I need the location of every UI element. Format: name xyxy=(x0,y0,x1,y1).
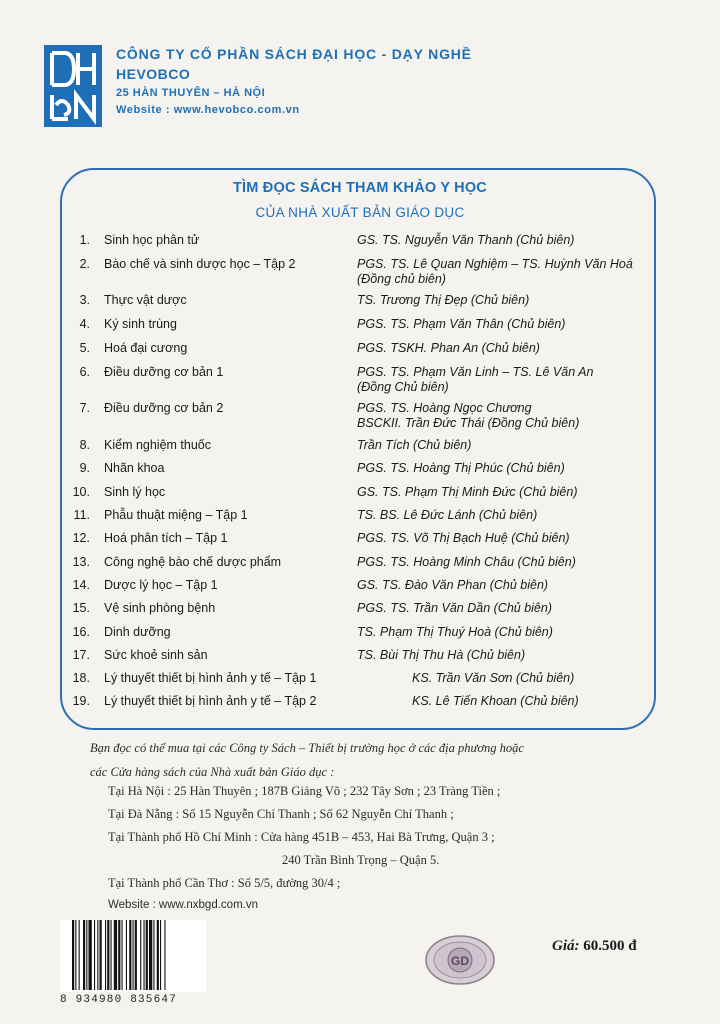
barcode-bar xyxy=(122,920,123,990)
barcode-bar xyxy=(157,920,159,990)
book-author-line: KS. Lê Tiến Khoan (Chủ biên) xyxy=(412,694,579,708)
book-author-line: TS. Bùi Thị Thu Hà (Chủ biên) xyxy=(357,648,526,662)
barcode-bar xyxy=(144,920,145,990)
book-author xyxy=(357,461,565,476)
book-author xyxy=(357,555,576,570)
book-author-line: GS. TS. Nguyễn Văn Thanh (Chủ biên) xyxy=(357,233,575,247)
info-cantho: Tại Thành phố Cần Thơ : Số 5/5, đường 30/4 ; xyxy=(108,876,341,890)
book-title: Sức khoẻ sinh sản xyxy=(104,648,208,662)
book-title: Phẫu thuật miệng – Tập 1 xyxy=(104,508,248,522)
company-address: 25 HÀN THUYÊN – HÀ NỘI xyxy=(116,87,266,99)
book-title: Hoá đại cương xyxy=(104,341,188,355)
barcode-bar xyxy=(86,920,87,990)
barcode-digits: 8 934980 835647 xyxy=(60,994,178,1006)
barcode-bar xyxy=(118,920,120,990)
info-website: Website : www.nxbgd.com.vn xyxy=(108,899,258,911)
barcode-bar xyxy=(79,920,80,990)
barcode-bar xyxy=(97,920,98,990)
barcode-bar xyxy=(105,920,106,990)
book-author-line-2: BSCKII. Trần Đức Thái (Đồng Chủ biên) xyxy=(357,416,580,430)
book-number: 5. xyxy=(79,341,90,355)
book-number: 14. xyxy=(72,578,90,592)
book-number: 3. xyxy=(79,293,90,307)
book-author-line-2: (Đồng chủ biên) xyxy=(357,272,446,286)
book-author-line: GS. TS. Đào Văn Phan (Chủ biên) xyxy=(357,578,549,592)
book-author xyxy=(357,485,578,500)
book-author xyxy=(412,694,579,709)
barcode-bar xyxy=(153,920,154,990)
book-number: 12. xyxy=(72,531,90,545)
book-author xyxy=(357,508,537,523)
book-author-line: PGS. TS. Trần Văn Dần (Chủ biên) xyxy=(357,601,552,615)
barcode-bar xyxy=(129,920,131,990)
barcode-bar xyxy=(149,920,152,990)
book-author-line: GS. TS. Phạm Thị Minh Đức (Chủ biên) xyxy=(357,485,578,499)
book-number: 1. xyxy=(79,233,90,247)
book-title: Dinh dưỡng xyxy=(104,625,171,639)
info-hcm-2: 240 Trần Bình Trọng – Quận 5. xyxy=(282,853,440,867)
price xyxy=(552,938,637,955)
book-number: 10. xyxy=(72,485,90,499)
book-title: Bào chế và sinh dược học – Tập 2 xyxy=(104,257,296,271)
book-number: 18. xyxy=(72,671,90,685)
book-author xyxy=(357,531,570,546)
book-title: Điều dưỡng cơ bản 2 xyxy=(104,401,224,415)
book-title: Hoá phân tích – Tập 1 xyxy=(104,531,228,545)
book-author-line: PGS. TS. Võ Thị Bạch Huệ (Chủ biên) xyxy=(357,531,570,545)
book-number: 8. xyxy=(79,438,90,452)
info-hanoi: Tại Hà Nội : 25 Hàn Thuyên ; 187B Giảng Võ ; 232 Tây Sơn ; 23 Tràng Tiền ; xyxy=(108,784,501,798)
company-header xyxy=(116,46,472,116)
company-short-name: HEVOBCO xyxy=(116,66,191,82)
book-number: 9. xyxy=(79,461,90,475)
hologram-stamp xyxy=(424,934,496,986)
book-title: Nhãn khoa xyxy=(104,461,165,475)
book-number: 2. xyxy=(79,257,90,271)
book-author-line: PGS. TS. Hoàng Ngọc Chương xyxy=(357,401,532,415)
barcode-bar xyxy=(140,920,141,990)
book-number: 17. xyxy=(72,648,90,662)
book-author xyxy=(357,438,471,453)
book-title: Lý thuyết thiết bị hình ảnh y tế – Tập 1 xyxy=(104,671,317,685)
book-author xyxy=(357,341,540,356)
book-author-line: PGS. TS. Phạm Văn Linh – TS. Lê Văn An xyxy=(357,365,594,379)
book-number: 13. xyxy=(72,555,90,569)
info-danang: Tại Đà Nẵng : Số 15 Nguyễn Chí Thanh ; Số 62 Nguyễn Chí Thanh ; xyxy=(108,807,454,821)
barcode-bar xyxy=(146,920,148,990)
company-website: Website : www.hevobco.com.vn xyxy=(116,104,300,116)
book-title: Sinh lý học xyxy=(104,485,166,499)
book-author-line: TS. BS. Lê Đức Lánh (Chủ biên) xyxy=(357,508,538,522)
barcode-bar xyxy=(111,920,112,990)
book-number: 7. xyxy=(79,401,90,415)
book-title: Ký sinh trùng xyxy=(104,317,177,331)
barcode-bar xyxy=(114,920,117,990)
barcode-bar xyxy=(94,920,95,990)
book-author xyxy=(357,317,565,332)
info-intro-line-1: Bạn đọc có thể mua tại các Công ty Sách – Thiết bị trường học ở các địa phương hoặc xyxy=(90,741,524,755)
book-author-line: Trần Tích (Chủ biên) xyxy=(357,438,472,452)
book-number: 6. xyxy=(79,365,90,379)
info-hcm: Tại Thành phố Hồ Chí Minh : Cửa hàng 451B – 453, Hai Bà Trưng, Quận 3 ; xyxy=(108,830,495,844)
barcode-bars xyxy=(72,920,202,990)
book-author-line: PGS. TSKH. Phan An (Chủ biên) xyxy=(357,341,540,355)
book-author-line: PGS. TS. Phạm Văn Thân (Chủ biên) xyxy=(357,317,566,331)
barcode-bar xyxy=(133,920,134,990)
book-title: Điều dưỡng cơ bản 1 xyxy=(104,365,224,379)
book-title: Công nghệ bào chế dược phẩm xyxy=(104,555,282,569)
book-number: 15. xyxy=(72,601,90,615)
price-label: Giá: xyxy=(552,938,580,954)
barcode-bar xyxy=(135,920,137,990)
book-author-line: TS. Trương Thị Đẹp (Chủ biên) xyxy=(357,293,530,307)
barcode-bar xyxy=(83,920,85,990)
book-author-line-2: (Đồng Chủ biên) xyxy=(357,380,449,394)
barcode xyxy=(60,920,206,1006)
barcode-bar xyxy=(89,920,92,990)
book-author xyxy=(412,671,574,686)
stamp-text: GD xyxy=(451,954,469,968)
book-author xyxy=(357,648,525,663)
book-number: 19. xyxy=(72,694,90,708)
book-author xyxy=(357,578,548,593)
barcode-bar xyxy=(126,920,127,990)
book-title: Dược lý học – Tập 1 xyxy=(104,578,218,592)
book-title: Kiểm nghiệm thuốc xyxy=(104,438,212,452)
book-number: 4. xyxy=(79,317,90,331)
book-author-line: PGS. TS. Lê Quan Nghiệm – TS. Huỳnh Văn Hoá xyxy=(357,257,633,271)
book-author xyxy=(357,257,633,287)
barcode-bar xyxy=(100,920,102,990)
panel-subtitle: CỦA NHÀ XUẤT BẢN GIÁO DỤC xyxy=(255,205,465,220)
book-author xyxy=(357,365,593,395)
book-author xyxy=(357,625,553,640)
panel-title: TÌM ĐỌC SÁCH THAM KHẢO Y HỌC xyxy=(233,180,487,196)
book-author-line: PGS. TS. Hoàng Thị Phúc (Chủ biên) xyxy=(357,461,565,475)
barcode-bar xyxy=(72,920,74,990)
book-number: 11. xyxy=(73,508,90,522)
barcode-bar xyxy=(160,920,161,990)
book-title: Lý thuyết thiết bị hình ảnh y tế – Tập 2 xyxy=(104,694,317,708)
book-author-line: KS. Trần Văn Sơn (Chủ biên) xyxy=(412,671,575,685)
barcode-bar xyxy=(75,920,76,990)
book-number: 16. xyxy=(72,625,90,639)
book-author xyxy=(357,401,579,431)
book-title: Vệ sinh phòng bệnh xyxy=(104,601,216,615)
book-author xyxy=(357,233,574,248)
book-title: Sinh học phân tử xyxy=(104,233,200,247)
book-author-line: PGS. TS. Hoàng Minh Châu (Chủ biên) xyxy=(357,555,576,569)
barcode-bar xyxy=(107,920,109,990)
book-author-line: TS. Phạm Thị Thuý Hoà (Chủ biên) xyxy=(357,625,553,639)
book-author xyxy=(357,601,552,616)
book-title: Thực vật dược xyxy=(104,293,187,307)
book-author xyxy=(357,293,529,308)
price-value: 60.500 đ xyxy=(583,938,637,954)
barcode-bar xyxy=(164,920,165,990)
publisher-logo xyxy=(44,45,102,127)
company-name: CÔNG TY CỔ PHẦN SÁCH ĐẠI HỌC - DẠY NGHỀ xyxy=(116,46,472,62)
info-intro-line-2: các Cửa hàng sách của Nhà xuất bản Giáo dục : xyxy=(90,765,335,779)
